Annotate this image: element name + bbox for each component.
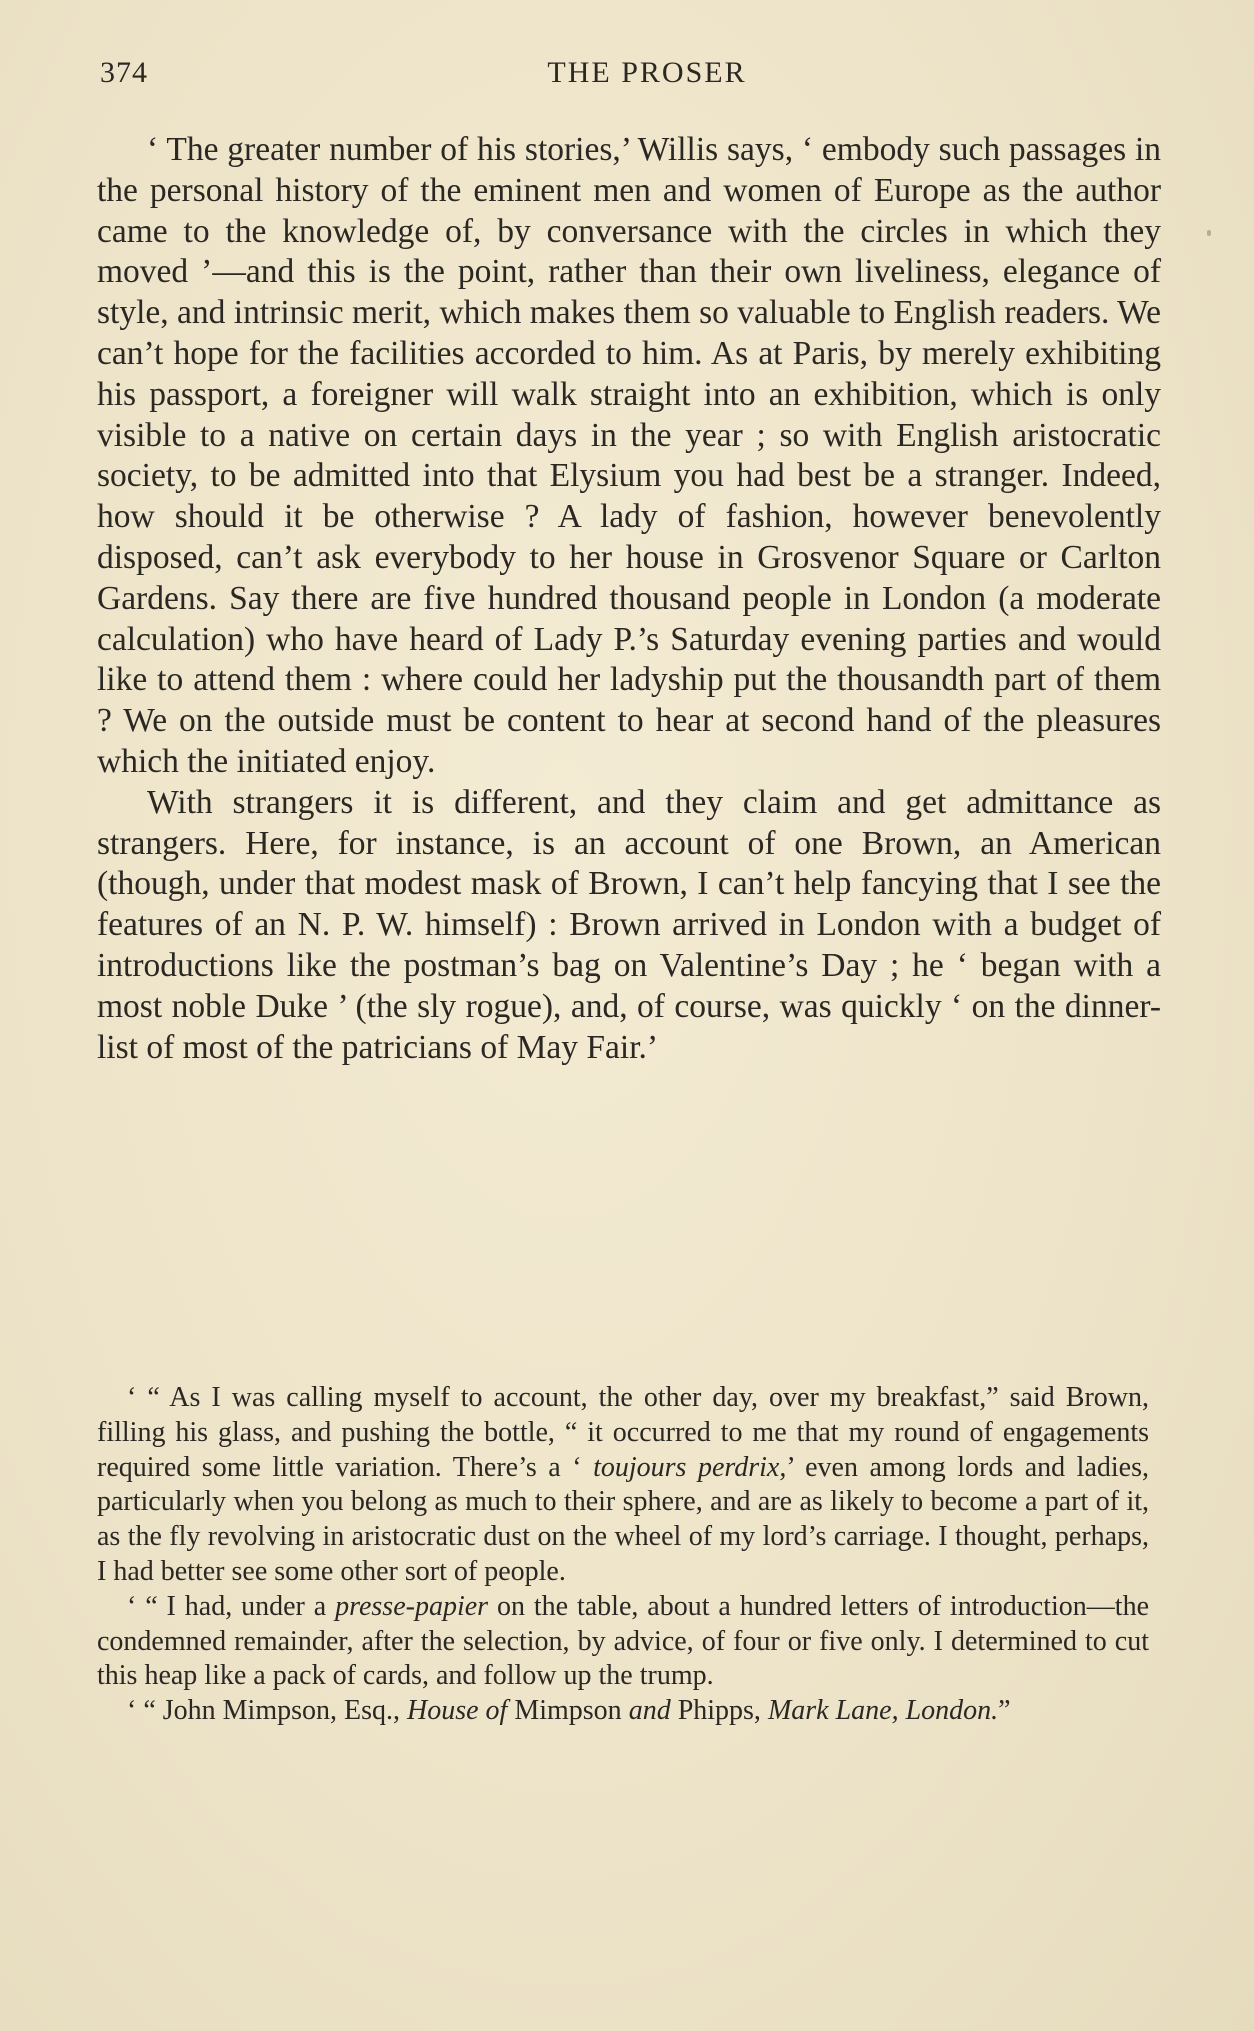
extract-text: ’ even among lords and ladies, particularly when you belong as much to their sphere, and are as likely to become a part of it, as the fly revolving in aristocratic dust on the wheel of my lord’s carriage. I thought, perhaps, I had better see some other sort of people. <box>97 1451 1149 1587</box>
extract-italic-phrase: and <box>628 1695 671 1727</box>
extract-italic-phrase: toujours perdrix, <box>593 1451 787 1483</box>
extract-paragraph-mimpson <box>97 1694 1149 1729</box>
paper-speck <box>1207 230 1211 236</box>
page-number: 374 <box>100 56 148 89</box>
running-head: THE PROSER <box>547 56 747 89</box>
extract-paragraph-breakfast <box>97 1381 1149 1590</box>
extract-text: ‘ “ John Mimpson, Esq., <box>127 1695 407 1727</box>
quoted-extract <box>97 1381 1149 1729</box>
extract-text: ” <box>998 1695 1011 1727</box>
extract-italic-phrase: presse-papier <box>335 1590 489 1622</box>
extract-italic-phrase: Mark Lane, London. <box>767 1695 999 1727</box>
extract-text: ‘ “ As I was calling myself to account, the other day, over my breakfast,” said Brown, filling his glass, and pushing the bottle, “ it occurred to me that my round of engagements required some little variation. There’s a ‘ <box>97 1382 1149 1483</box>
main-text <box>97 130 1161 1068</box>
extract-text: ‘ “ I had, under a <box>127 1590 336 1622</box>
paragraph-strangers: With strangers it is different, and they claim and get admittance as strangers. Here, for instance, is an account of one Brown, an American (though, under that modest mask of Brown, I can’t help fancying that I see the features of an N. P. W. himself) : Brown arrived in London with a budget of introductions like the postman’s bag on Valentine’s Day ; he ‘ began with a most noble Duke ’ (the sly rogue), and, of course, was quickly ‘ on the dinner-list of most of the patricians of May Fair.’ <box>97 783 1161 1066</box>
paragraph-willis-stories: ‘ The greater number of his stories,’ Willis says, ‘ embody such passages in the personal history of the eminent men and women of Europe as the author came to the knowledge of, by conversance with the circles in which they moved ’—and this is the point, rather than their own liveliness, elegance of style, and intrinsic merit, which makes them so valuable to English readers. We can’t hope for the facilities accorded to him. As at Paris, by merely exhibiting his passport, a foreigner will walk straight into an exhibition, which is only visible to a native on certain days in the year ; so with English aristocratic society, to be admitted into that Elysium you had best be a stranger. Indeed, how should it be otherwise ? A lady of fashion, however benevolently disposed, can’t ask everybody to her house in Grosvenor Square or Carlton Gardens. Say there are five hundred thousand people in London (a moderate calculation) who have heard of Lady P.’s Saturday evening parties and would like to attend them : where could her ladyship put the thousandth part of them ? We on the outside must be content to hear at second hand of the pleasures which the initiated enjoy. <box>97 131 1161 780</box>
extract-italic-phrase: House of <box>407 1695 508 1727</box>
extract-text: on the table, about a hundred letters of introduction—the condemned remainder, after the selection, by advice, of four or five only. I determined to cut this heap like a pack of cards, and follow up the trump. <box>97 1590 1149 1692</box>
extract-text: Phipps, <box>670 1695 768 1727</box>
extract-paragraph-letters <box>97 1590 1149 1694</box>
extract-text: Mimpson <box>507 1695 629 1727</box>
